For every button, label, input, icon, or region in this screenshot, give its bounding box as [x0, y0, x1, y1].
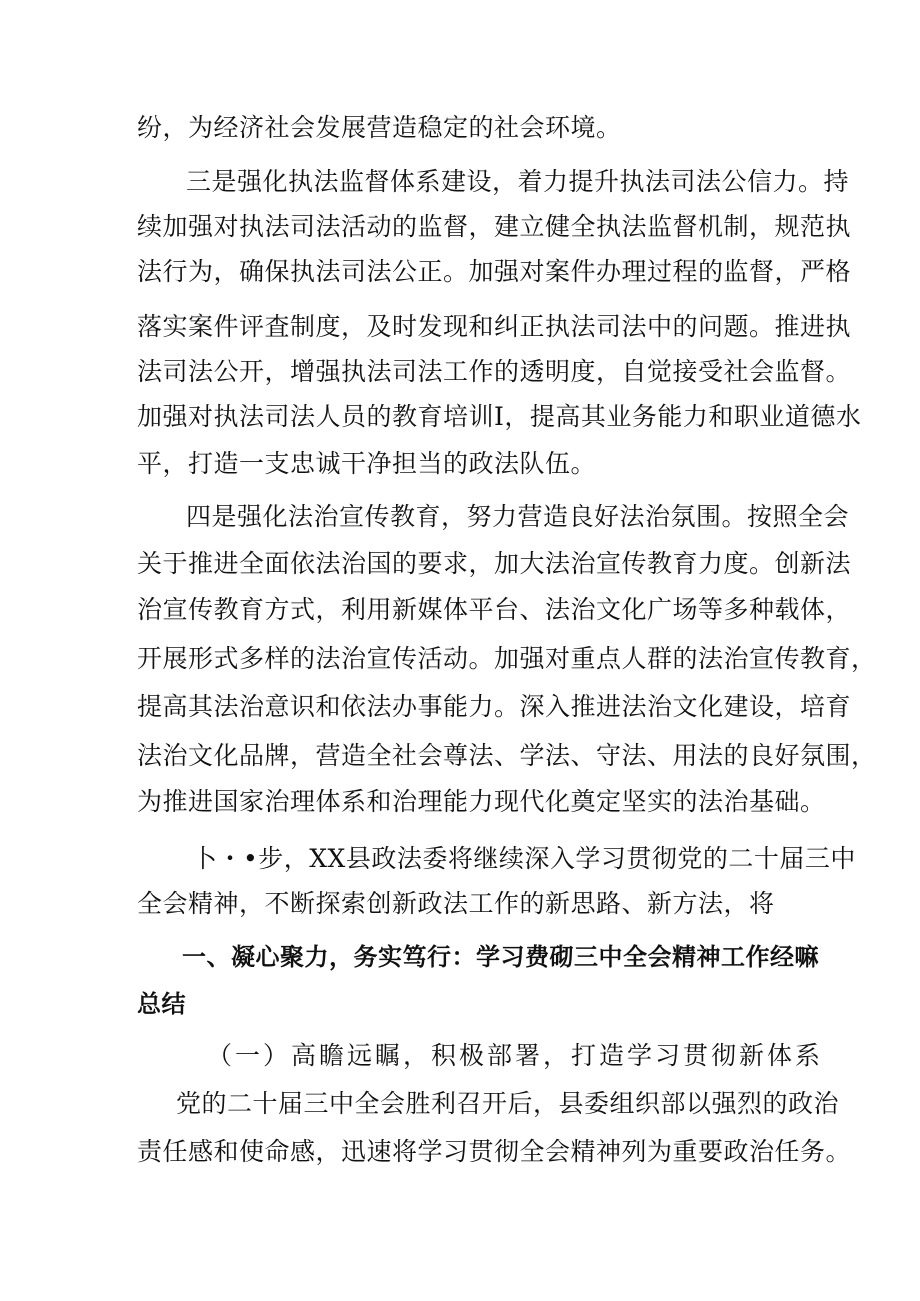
paragraph-line: 法行为，确保执法司法公正。加强对案件办理过程的监督，严格 — [137, 257, 852, 286]
paragraph-line: 纷，为经济社会发展营造稳定的社会环境。 — [137, 113, 622, 142]
paragraph-line: 法治文化品牌，营造全社会尊法、学法、守法、用法的良好氛围， — [137, 741, 877, 770]
subsection-heading: （一）高瞻远瞩，积极部署，打造学习贯彻新体系 — [207, 1041, 824, 1070]
paragraph-line: 法司法公开，增强执法司法工作的透明度，自觉接受社会监督。 — [137, 357, 852, 386]
paragraph-line: 治宣传教育方式，利用新媒体平台、法治文化广场等多种载体， — [137, 595, 852, 624]
paragraph-line: 责任感和使命感，迅速将学习贯彻全会精神列为重要政治任务。 — [137, 1137, 852, 1166]
paragraph-line: 关于推进全面依法治国的要求，加大法治宣传教育力度。创新法 — [137, 549, 852, 578]
paragraph-line: 党的二十届三中全会胜利召开后，县委组织部以强烈的政治 — [176, 1089, 840, 1118]
section-heading: 一、凝心聚力，务实笃行：学习费砌三中全会精神工作经嘛 — [182, 943, 819, 971]
paragraph-line: 为推进国家治理体系和治理能力现代化奠定坚实的法治基础。 — [137, 787, 826, 816]
paragraph-line: 全会精神，不断探索创新政法工作的新思路、新方法，将 — [137, 889, 775, 918]
paragraph-line: 卜・•步，XX县政法委将继续深入学习贯彻党的二十届三中 — [192, 844, 856, 873]
paragraph-line: 四是强化法治宣传教育，努力营造良好法治氛围。按照全会 — [186, 502, 850, 531]
paragraph-line: 平，打造一支忠诚干净担当的政法队伍。 — [137, 449, 597, 478]
paragraph-line: 落实案件评査制度，及时发现和纠正执法司法中的问题。推进执 — [137, 312, 852, 341]
paragraph-line: 加强对执法司法人员的教育培训I，提高其业务能力和职业道德水 — [137, 402, 862, 431]
paragraph-line: 三是强化执法监督体系建设，着力提升执法司法公信力。持 — [186, 167, 850, 196]
section-heading: 总结 — [137, 990, 186, 1018]
paragraph-line: 提高其法治意识和依法办事能力。深入推进法治文化建设，培育 — [137, 692, 852, 721]
paragraph-line: 续加强对执法司法活动的监督，建立健全执法监督机制，规范执 — [137, 212, 852, 241]
paragraph-line: 开展形式多样的法治宣传活动。加强对重点人群的法治宣传教育， — [137, 644, 877, 673]
